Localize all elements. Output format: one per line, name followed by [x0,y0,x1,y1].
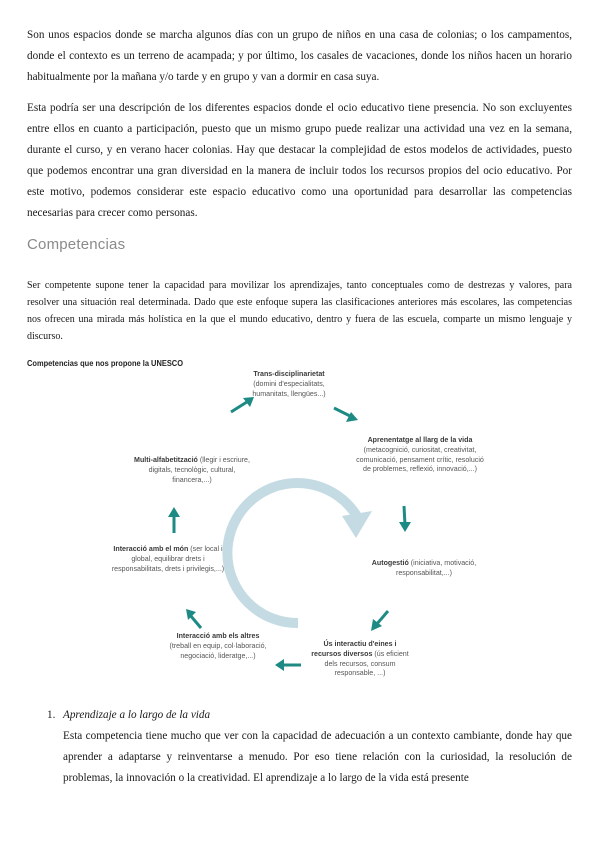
node-us-interactiu: Ús interactiu d'eines i recursos diversos (ús eficient dels recursos, consum responsable, ...) [311,640,409,678]
arrow-icon-4 [368,608,392,634]
list-item-title: Aprendizaje a lo largo de la vida [63,709,211,721]
list-item [27,705,572,789]
node-trans-disciplinarietat: Trans-disciplinarietat (domini d'especialitats, humanitats, llengües...) [252,370,326,398]
section-title-competencias: Competencias [27,236,126,253]
figure-title: Competencias que nos propone la UNESCO [27,358,184,368]
node-aprenentatge: Aprenentatge al llarg de la vida (metacognició, curiositat, creativitat, comunicació, pensament crític, resolució de problemes, reflexió, innovació,...) [356,436,484,474]
arrow-icon-3 [397,504,413,534]
node-interaccio-altres: Interacció amb els altres (treball en equip, col·laboració, negociació, lideratge,...) [169,632,267,660]
node-multi-alfabetitzacio: Multi-alfabetització (llegir i escriure, digitals, tecnològic, cultural, financera,...) [134,456,250,484]
list-item-number: 1. [47,709,56,721]
arrow-icon-7 [166,505,182,535]
paragraph-competencias-intro: Ser competente supone tener la capacidad para movilizar los aprendizajes, tanto conceptuales como de destrezas y valores, para resolver una situación real determinada. Dado que este enfoque supera las clasificaciones anteriores más escolares, las competencias nos ofrecen una mirada más holística en la que el mundo educativo, dentro y fuera de las escuela, comparte un mismo lenguaje y discurso. [27,280,572,342]
competencias-list [27,705,572,789]
node-autogestio: Autogestió (iniciativa, motivació, responsabilitat,...) [371,559,477,577]
arrow-icon-2 [332,404,360,424]
node-interaccio-mon: Interacció amb el món (ser local i global, equilibrar drets i responsabilitats, drets i privilegis,...) [111,545,225,573]
paragraph-ocio-educativo: Esta podría ser una descripción de los diferentes espacios donde el ocio educativo tiene presencia. No son excluyentes entre ellos en cuanto a participación, puesto que un mismo grupo puede realizar una actividad una vez en la semana, durante el curso, y en verano hacer colonias. Hay que destacar la complejidad de estos modelos de actividades, puesto que podemos encontrar una gran diversidad en la manera de incluir todos los recursos propios del ocio educativo. Por este motivo, podemos considerar este espacio educativo como una oportunidad para desarrollar las competencias necesarias para crecer como personas. [27,102,572,219]
unesco-competences-diagram [110,368,490,688]
list-item-body: Esta competencia tiene mucho que ver con la capacidad de adecuación a un contexto cambiante, donde hay que aprender a adaptarse y reinventarse a menudo. Por eso tiene relación con la curiosidad, la resolución de problemas, la innovación o la creatividad. El aprendizaje a lo largo de la vida está presente [63,730,572,784]
arrow-icon-6 [183,606,205,632]
paragraph-colonias: Son unos espacios donde se marcha algunos días con un grupo de niños en una casa de colonias; o los campamentos, donde el contexto es un terreno de acampada; y por último, los casales de vacaciones, donde los niños hacen un horario habitualmente por la mañana y/o tarde y en grupo y van a dormir en casa suya. [27,29,572,83]
arrow-icon-5 [273,658,303,672]
